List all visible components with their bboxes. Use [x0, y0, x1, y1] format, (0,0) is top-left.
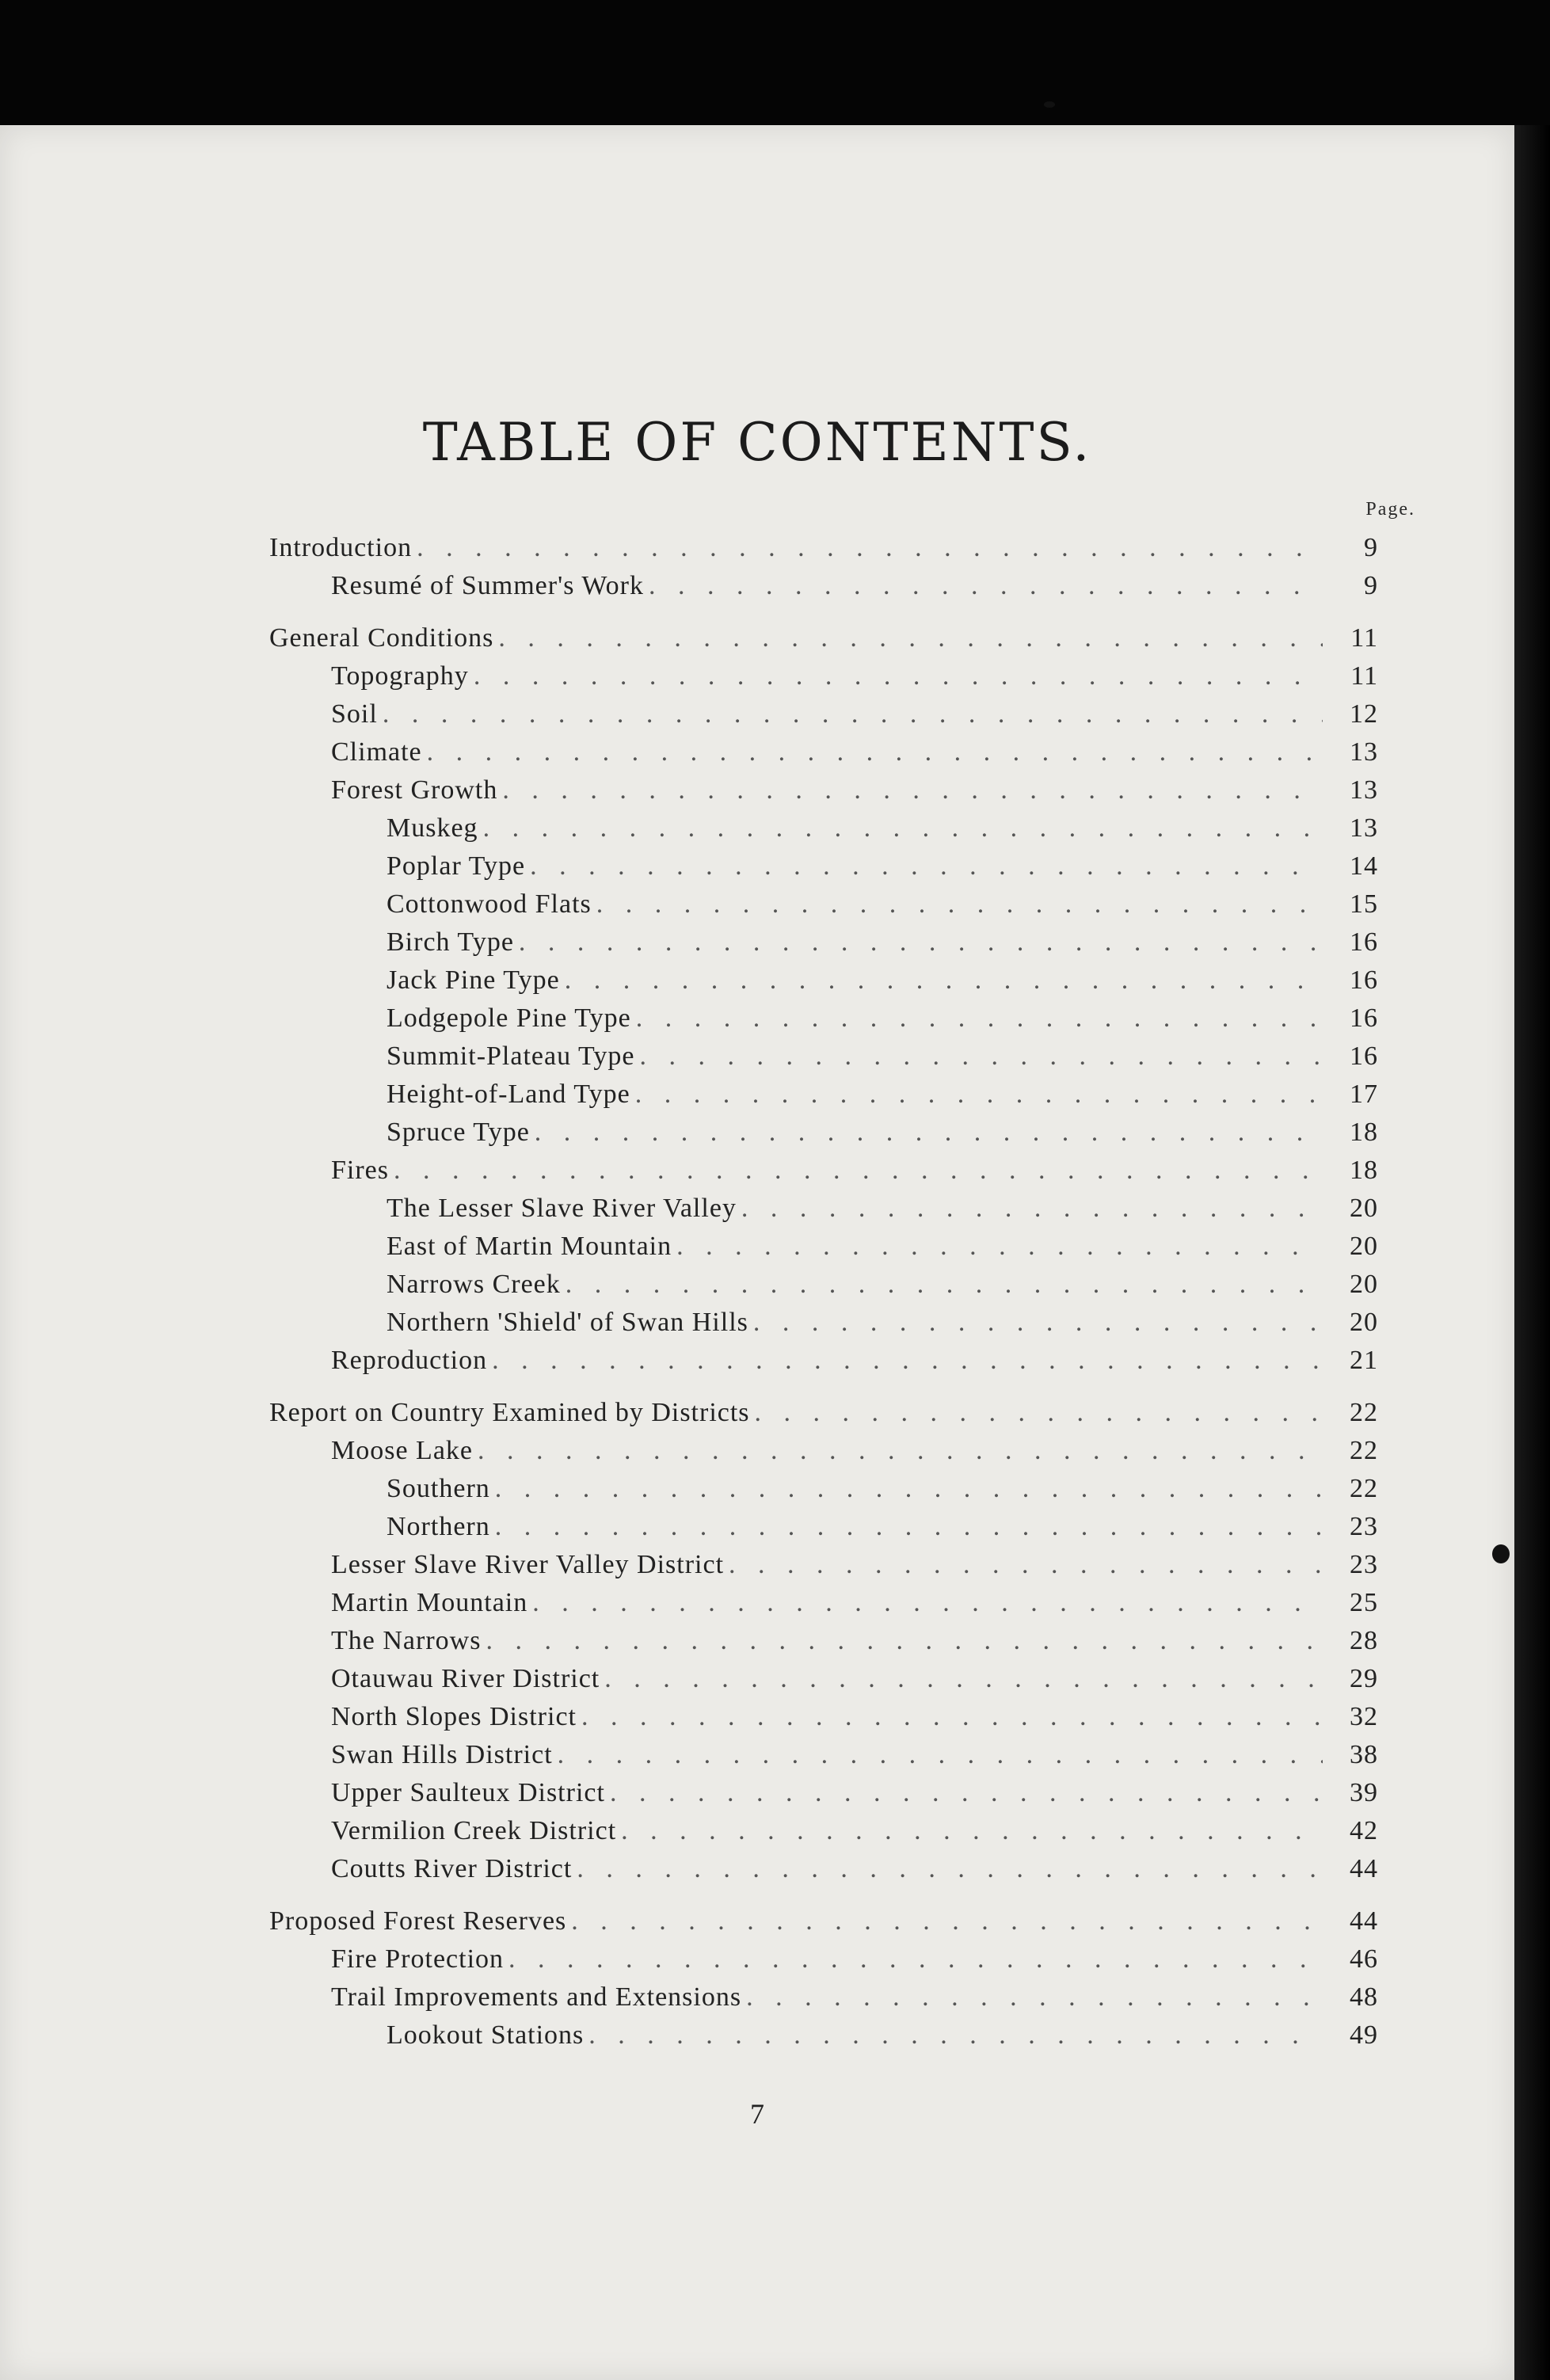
toc-entry-page: 18: [1350, 1156, 1378, 1185]
dot-leader: [495, 1508, 1323, 1546]
toc-entry: [269, 1902, 1378, 1940]
toc-entry-label: Coutts River District: [331, 1854, 573, 1883]
dot-leader: [577, 1850, 1323, 1888]
toc-entry-label: Narrows Creek: [387, 1270, 561, 1299]
toc-entry-page: 49: [1350, 2020, 1378, 2050]
page-number: 7: [750, 2098, 764, 2130]
toc-entry-label: Upper Saulteux District: [331, 1778, 605, 1807]
toc-entry-page: 13: [1350, 813, 1378, 843]
dot-leader: [502, 771, 1323, 809]
toc-entry: [269, 1394, 1378, 1432]
toc-entry-page: 23: [1350, 1550, 1378, 1579]
toc-entry-page: 11: [1350, 661, 1378, 691]
dot-leader: [417, 529, 1323, 567]
toc-entry: [269, 885, 1378, 923]
dot-leader: [483, 809, 1323, 847]
dot-leader: [508, 1940, 1323, 1978]
toc-entry-label: Cottonwood Flats: [387, 889, 592, 919]
page-column-header: Page.: [1365, 499, 1415, 520]
toc-entry-page: 20: [1350, 1270, 1378, 1299]
toc-entry: [269, 619, 1378, 657]
toc-entry: [269, 1190, 1378, 1228]
toc-entry: [269, 1000, 1378, 1038]
toc-entry-page: 20: [1350, 1194, 1378, 1223]
dot-leader: [755, 1394, 1323, 1432]
toc-entry-page: 16: [1350, 1041, 1378, 1071]
toc-entry-page: 16: [1350, 965, 1378, 995]
toc-entry-page: 18: [1350, 1118, 1378, 1147]
toc-entry: [269, 771, 1378, 809]
toc-entry-label: Lookout Stations: [387, 2020, 585, 2050]
dot-leader: [427, 733, 1323, 771]
toc-entry: [269, 1774, 1378, 1812]
toc-entry-page: 11: [1350, 623, 1378, 653]
toc-entry-page: 28: [1350, 1626, 1378, 1655]
dot-leader: [571, 1902, 1323, 1940]
toc-entry-page: 13: [1350, 775, 1378, 805]
toc-entry-label: Southern: [387, 1474, 490, 1503]
toc-entry-page: 15: [1350, 889, 1378, 919]
dust-speck: [1044, 101, 1055, 108]
dot-leader: [498, 619, 1323, 657]
toc-entry: [269, 1228, 1378, 1266]
dot-leader: [474, 657, 1323, 695]
toc-entry: [269, 962, 1378, 1000]
dot-leader: [604, 1660, 1323, 1698]
toc-entry-label: Poplar Type: [387, 851, 526, 881]
dot-leader: [581, 1698, 1323, 1736]
dot-leader: [676, 1228, 1323, 1266]
toc-entry: [269, 1584, 1378, 1622]
toc-entry: [269, 1812, 1378, 1850]
toc-entry-label: Martin Mountain: [331, 1588, 528, 1617]
toc-entry-label: Northern 'Shield' of Swan Hills: [387, 1308, 748, 1337]
toc-entry-label: Birch Type: [387, 927, 514, 957]
dot-leader: [566, 1266, 1323, 1304]
toc-entry: [269, 1266, 1378, 1304]
toc-entry-label: Fire Protection: [331, 1944, 505, 1974]
toc-entry-page: 25: [1350, 1588, 1378, 1617]
toc-entry-label: Report on Country Examined by Districts: [269, 1398, 750, 1427]
toc-entry-label: Climate: [331, 737, 422, 767]
toc-entry: [269, 657, 1378, 695]
dot-leader: [530, 847, 1323, 885]
dot-leader: [649, 567, 1323, 605]
toc-entry-label: Trail Improvements and Extensions: [331, 1982, 742, 2012]
toc-entry-page: 32: [1350, 1702, 1378, 1731]
toc-entry: [269, 695, 1378, 733]
toc-entry: [269, 2016, 1378, 2054]
dot-leader: [492, 1342, 1323, 1380]
toc-entry-page: 20: [1350, 1308, 1378, 1337]
toc-entry-page: 16: [1350, 1003, 1378, 1033]
toc-entry-label: Reproduction: [331, 1346, 488, 1375]
toc-entry-page: 22: [1350, 1474, 1378, 1503]
toc-entry-label: Otauwau River District: [331, 1664, 600, 1693]
dot-leader: [495, 1470, 1323, 1508]
toc-entry-page: 38: [1350, 1740, 1378, 1769]
toc-entry-page: 46: [1350, 1944, 1378, 1974]
toc-entry-label: Lesser Slave River Valley District: [331, 1550, 725, 1579]
toc-entry-label: Muskeg: [387, 813, 478, 843]
toc-entry: [269, 923, 1378, 962]
toc-entry-page: 12: [1350, 699, 1378, 729]
toc-entry: [269, 1114, 1378, 1152]
toc-entry-page: 44: [1350, 1854, 1378, 1883]
dot-leader: [558, 1736, 1323, 1774]
dot-leader: [610, 1774, 1323, 1812]
toc-entry: [269, 1940, 1378, 1978]
toc-entry-label: General Conditions: [269, 623, 494, 653]
dot-leader: [486, 1622, 1323, 1660]
toc-entry-page: 20: [1350, 1232, 1378, 1261]
toc-entry-label: Vermilion Creek District: [331, 1816, 617, 1845]
dot-leader: [535, 1114, 1323, 1152]
toc-entry-label: Jack Pine Type: [387, 965, 560, 995]
dot-leader: [565, 962, 1323, 1000]
toc-entry-page: 22: [1350, 1436, 1378, 1465]
toc-entry: [269, 733, 1378, 771]
toc-entry-label: East of Martin Mountain: [387, 1232, 672, 1261]
toc-entry-label: Forest Growth: [331, 775, 498, 805]
dot-leader: [621, 1812, 1323, 1850]
toc-entry-page: 9: [1364, 571, 1378, 600]
toc-entry-page: 42: [1350, 1816, 1378, 1845]
dot-leader: [383, 695, 1323, 733]
toc-entry-page: 23: [1350, 1512, 1378, 1541]
toc-entry-page: 13: [1350, 737, 1378, 767]
toc-entry-label: Soil: [331, 699, 378, 729]
toc-entry: [269, 1850, 1378, 1888]
toc-entry-label: The Lesser Slave River Valley: [387, 1194, 737, 1223]
toc-entry-label: Topography: [331, 661, 469, 691]
toc-entry-page: 17: [1350, 1080, 1378, 1109]
toc-entry-page: 16: [1350, 927, 1378, 957]
dust-speck: [1492, 1544, 1510, 1563]
dot-leader: [729, 1546, 1323, 1584]
toc-entry: [269, 1546, 1378, 1584]
toc-entry: [269, 1432, 1378, 1470]
toc-entry-label: North Slopes District: [331, 1702, 577, 1731]
table-of-contents: [269, 529, 1378, 2054]
dot-leader: [519, 923, 1323, 962]
toc-entry-label: Summit-Plateau Type: [387, 1041, 635, 1071]
toc-entry-label: Introduction: [269, 533, 413, 562]
toc-entry-label: Northern: [387, 1512, 490, 1541]
toc-entry: [269, 1736, 1378, 1774]
toc-entry-label: Fires: [331, 1156, 389, 1185]
toc-entry-page: 39: [1350, 1778, 1378, 1807]
toc-entry-page: 48: [1350, 1982, 1378, 2012]
toc-entry-label: Lodgepole Pine Type: [387, 1003, 631, 1033]
toc-entry: [269, 1698, 1378, 1736]
toc-entry-label: Swan Hills District: [331, 1740, 553, 1769]
dot-leader: [746, 1978, 1323, 2016]
toc-entry-label: Spruce Type: [387, 1118, 530, 1147]
toc-entry: [269, 1152, 1378, 1190]
toc-entry-label: Height-of-Land Type: [387, 1080, 630, 1109]
toc-entry-label: The Narrows: [331, 1626, 482, 1655]
toc-entry: [269, 1342, 1378, 1380]
toc-entry: [269, 1038, 1378, 1076]
dot-leader: [639, 1038, 1323, 1076]
page-edge: [1514, 125, 1550, 2380]
toc-entry: [269, 1470, 1378, 1508]
dot-leader: [741, 1190, 1323, 1228]
toc-entry: [269, 1304, 1378, 1342]
toc-entry-page: 9: [1364, 533, 1378, 562]
toc-entry: [269, 1076, 1378, 1114]
toc-entry-page: 21: [1350, 1346, 1378, 1375]
toc-entry-label: Resumé of Summer's Work: [331, 571, 645, 600]
page-title: TABLE OF CONTENTS.: [422, 412, 1092, 473]
dot-leader: [588, 2016, 1323, 2054]
toc-entry-page: 14: [1350, 851, 1378, 881]
toc-entry: [269, 1622, 1378, 1660]
toc-entry: [269, 847, 1378, 885]
dot-leader: [596, 885, 1323, 923]
toc-entry: [269, 1660, 1378, 1698]
toc-entry: [269, 1508, 1378, 1546]
dot-leader: [753, 1304, 1323, 1342]
toc-entry-page: 44: [1350, 1906, 1378, 1936]
dot-leader: [636, 1000, 1323, 1038]
toc-entry: [269, 809, 1378, 847]
dot-leader: [635, 1076, 1323, 1114]
dot-leader: [394, 1152, 1323, 1190]
toc-entry-label: Moose Lake: [331, 1436, 474, 1465]
dot-leader: [532, 1584, 1323, 1622]
toc-entry: [269, 1978, 1378, 2016]
dot-leader: [478, 1432, 1323, 1470]
toc-entry: [269, 529, 1378, 567]
toc-entry-label: Proposed Forest Reserves: [269, 1906, 567, 1936]
toc-entry: [269, 567, 1378, 605]
toc-entry-page: 22: [1350, 1398, 1378, 1427]
toc-entry-page: 29: [1350, 1664, 1378, 1693]
